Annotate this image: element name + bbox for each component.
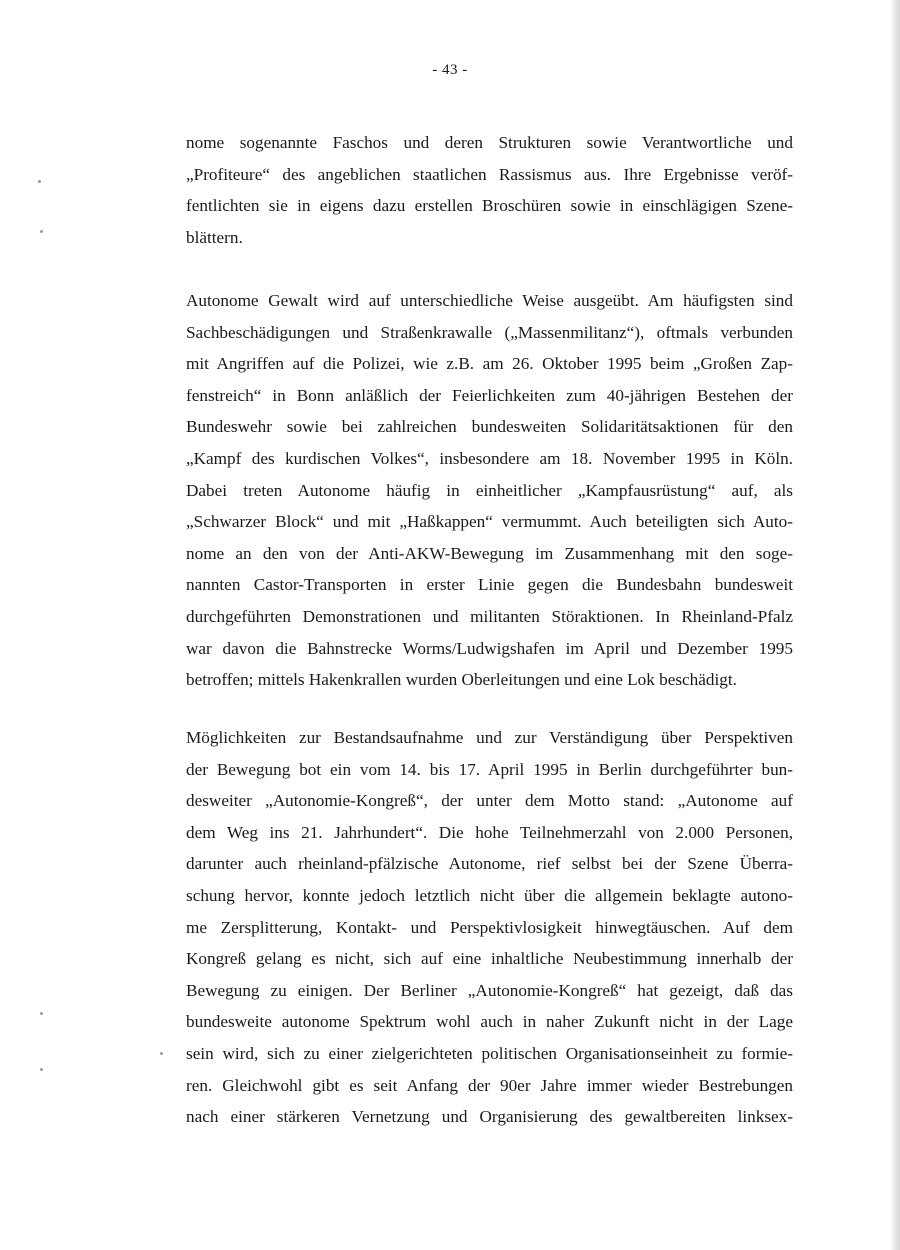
text-line: durchgeführten Demonstrationen und militanten Störaktionen. In Rheinland-Pfalz: [186, 606, 793, 626]
text-line: „Schwarzer Block“ und mit „Haßkappen“ vermummt. Auch beteiligten sich Auto-: [186, 512, 793, 532]
paragraph-2: [186, 285, 793, 696]
scan-speck: [160, 1052, 163, 1055]
text-line: nome an den von der Anti-AKW-Bewegung im Zusammenhang mit den soge-: [186, 543, 793, 563]
text-line: der Bewegung bot ein vom 14. bis 17. April 1995 in Berlin durchgeführter bun-: [186, 759, 793, 779]
text-line: sein wird, sich zu einer zielgerichteten politischen Organisationseinheit zu formie-: [186, 1043, 793, 1063]
text-line: desweiter „Autonomie-Kongreß“, der unter dem Motto stand: „Autonome auf: [186, 791, 793, 811]
paragraph-3: [186, 722, 793, 1133]
text-line: betroffen; mittels Hakenkrallen wurden Oberleitungen und eine Lok beschädigt.: [186, 670, 737, 690]
text-line: Autonome Gewalt wird auf unterschiedliche Weise ausgeübt. Am häufigsten sind: [186, 291, 793, 310]
text-line: bundesweite autonome Spektrum wohl auch in naher Zukunft nicht in der Lage: [186, 1012, 793, 1032]
text-line: nach einer stärkeren Vernetzung und Organisierung des gewaltbereiten linksex-: [186, 1107, 793, 1127]
text-line: Kongreß gelang es nicht, sich auf eine inhaltliche Neubestimmung innerhalb der: [186, 949, 793, 969]
scan-speck: [40, 1068, 43, 1071]
text-line: nome sogenannte Faschos und deren Strukturen sowie Verantwortliche und: [186, 133, 793, 152]
text-line: fenstreich“ in Bonn anläßlich der Feierlichkeiten zum 40-jährigen Bestehen der: [186, 385, 793, 405]
text-line: schung hervor, konnte jedoch letztlich nicht über die allgemein beklagte autono-: [186, 885, 793, 905]
text-line: mit Angriffen auf die Polizei, wie z.B. am 26. Oktober 1995 beim „Großen Zap-: [186, 354, 793, 374]
paragraph-1: [186, 127, 793, 253]
text-line: „Profiteure“ des angeblichen staatlichen Rassismus aus. Ihre Ergebnisse veröf-: [186, 164, 793, 184]
text-line: nannten Castor-Transporten in erster Linie gegen die Bundesbahn bundesweit: [186, 575, 793, 595]
page-edge-shadow: [890, 0, 900, 1250]
text-line: blättern.: [186, 227, 243, 247]
scan-speck: [38, 180, 41, 183]
scan-speck: [40, 1012, 43, 1015]
page-number: - 43 -: [432, 62, 468, 78]
text-line: ren. Gleichwohl gibt es seit Anfang der 90er Jahre immer wieder Bestrebungen: [186, 1075, 793, 1095]
text-line: Möglichkeiten zur Bestandsaufnahme und zur Verständigung über Perspektiven: [186, 728, 793, 747]
text-line: dem Weg ins 21. Jahrhundert“. Die hohe Teilnehmerzahl von 2.000 Personen,: [186, 822, 793, 842]
text-line: „Kampf des kurdischen Volkes“, insbesondere am 18. November 1995 in Köln.: [186, 448, 793, 468]
scan-speck: [40, 230, 43, 233]
text-line: Bundeswehr sowie bei zahlreichen bundesweiten Solidaritätsaktionen für den: [186, 417, 793, 437]
text-line: darunter auch rheinland-pfälzische Autonome, rief selbst bei der Szene Überra-: [186, 854, 793, 874]
text-line: fentlichten sie in eigens dazu erstellen Broschüren sowie in einschlägigen Szene-: [186, 196, 793, 216]
text-line: Bewegung zu einigen. Der Berliner „Autonomie-Kongreß“ hat gezeigt, daß das: [186, 980, 793, 1000]
text-line: war davon die Bahnstrecke Worms/Ludwigshafen im April und Dezember 1995: [186, 638, 793, 658]
text-line: me Zersplitterung, Kontakt- und Perspektivlosigkeit hinwegtäuschen. Auf dem: [186, 917, 793, 937]
text-line: Dabei treten Autonome häufig in einheitlicher „Kampfausrüstung“ auf, als: [186, 480, 793, 500]
text-line: Sachbeschädigungen und Straßenkrawalle („Massenmilitanz“), oftmals verbunden: [186, 322, 793, 342]
